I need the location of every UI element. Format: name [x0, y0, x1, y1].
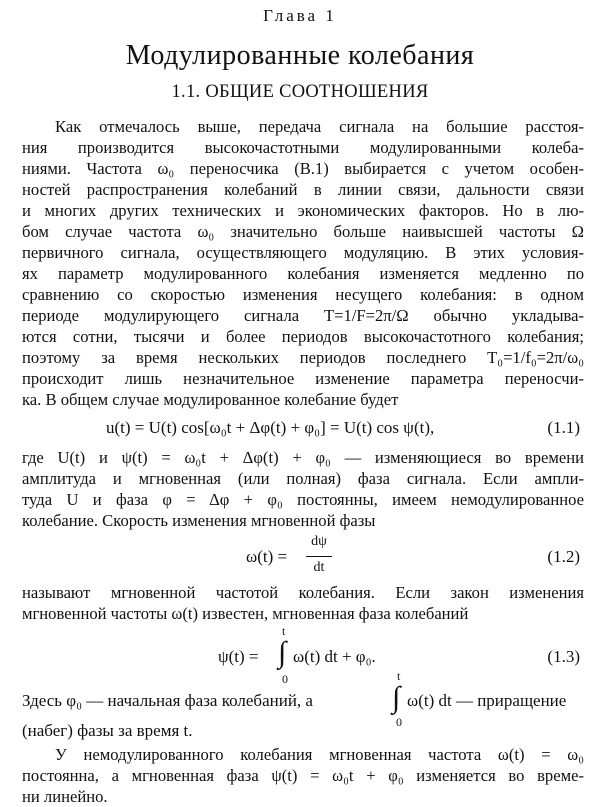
- fraction-numerator: dψ: [311, 534, 327, 549]
- integral-upper-limit: t: [282, 624, 286, 638]
- equation-number: (1.3): [547, 647, 580, 666]
- section-heading: 1.1. ОБЩИЕ СООТНОШЕНИЯ: [171, 82, 429, 102]
- text-line: сравнению со скоростью изменения несущего колебания: в одном: [22, 285, 584, 304]
- text-line: бом случае частота ω₀ значительно больше наивысшей частоты Ω: [22, 222, 584, 241]
- text-line: туда U и фаза φ = Δφ + φ₀ постоянны, имеем немодулированное: [22, 490, 584, 509]
- integral-lower-limit: 0: [282, 672, 288, 686]
- text-line: поэтому за время нескольких периодов последнего T₀=1/f₀=2π/ω₀: [22, 348, 584, 367]
- text-line: ях параметр модулированного колебания изменяется медленно по: [22, 264, 584, 283]
- chapter-heading: Глава 1: [263, 6, 337, 25]
- text-line: (набег) фазы за время t.: [22, 721, 193, 740]
- text-line: мгновенной частоты ω(t) известен, мгновенная фаза колебаний: [22, 604, 469, 623]
- equation-1-2-lhs: ω(t) =: [246, 547, 288, 566]
- text-line: колебание. Скорость изменения мгновенной фазы: [22, 511, 376, 530]
- text-line: Как отмечалось выше, передача сигнала на большие расстоя-: [55, 117, 584, 136]
- text-line: ются сотни, тысячи и более периодов высокочастотного колебания;: [22, 327, 584, 346]
- chapter-title: Модулированные колебания: [125, 40, 475, 71]
- text-line: первичного сигнала, осуществляющего модуляцию. В этих условия-: [22, 243, 584, 262]
- text-fragment: ω(t) dt — приращение: [407, 691, 567, 710]
- text-line: периоде модулирующего сигнала T=1/F=2π/Ω обычно укладыва-: [22, 306, 584, 325]
- integral-lower-limit: 0: [396, 715, 402, 729]
- equation-1-3-lhs: ψ(t) =: [218, 647, 259, 666]
- text-line: ка. В общем случае модулированное колебание будет: [22, 390, 399, 409]
- text-line: где U(t) и ψ(t) = ω₀t + Δφ(t) + φ₀ — изменяющиеся во времени: [22, 448, 584, 467]
- integral-icon: ∫: [392, 681, 401, 714]
- equation-1-1: u(t) = U(t) cos[ω₀t + Δφ(t) + φ₀] = U(t) cos ψ(t),: [106, 418, 435, 437]
- text-line: и многих других технических и экономических факторов. Но в лю-: [22, 201, 584, 220]
- equation-number: (1.2): [547, 547, 580, 566]
- fraction-denominator: dt: [313, 560, 325, 575]
- integral-upper-limit: t: [397, 669, 401, 683]
- text-fragment: Здесь φ₀ — начальная фаза колебаний, а: [22, 691, 313, 710]
- text-line: ниями. Частота ω₀ переносчика (В.1) выбирается с учетом особен-: [22, 159, 584, 178]
- text-line: происходит лишь незначительное изменение параметра переносчи-: [22, 369, 584, 388]
- text-line: постоянна, а мгновенная фаза ψ(t) = ω₀t + φ₀ изменяется во време-: [22, 766, 584, 785]
- fraction-bar: [306, 556, 332, 557]
- equation-number: (1.1): [547, 418, 580, 437]
- text-line: ностей распространения колебаний в линии связи, дальности связи: [22, 180, 584, 199]
- text-line: называют мгновенной частотой колебания. Если закон изменения: [22, 583, 584, 602]
- integral-icon: ∫: [278, 636, 287, 669]
- equation-1-3-body: ω(t) dt + φ₀.: [293, 647, 376, 666]
- text-line: ния производится высокочастотными модулированными колеба-: [22, 138, 584, 157]
- text-line: амплитуда и мгновенная (или полная) фаза сигнала. Если ампли-: [22, 469, 584, 488]
- text-line: У немодулированного колебания мгновенная частота ω(t) = ω₀: [55, 745, 584, 764]
- text-line: ни линейно.: [22, 787, 108, 806]
